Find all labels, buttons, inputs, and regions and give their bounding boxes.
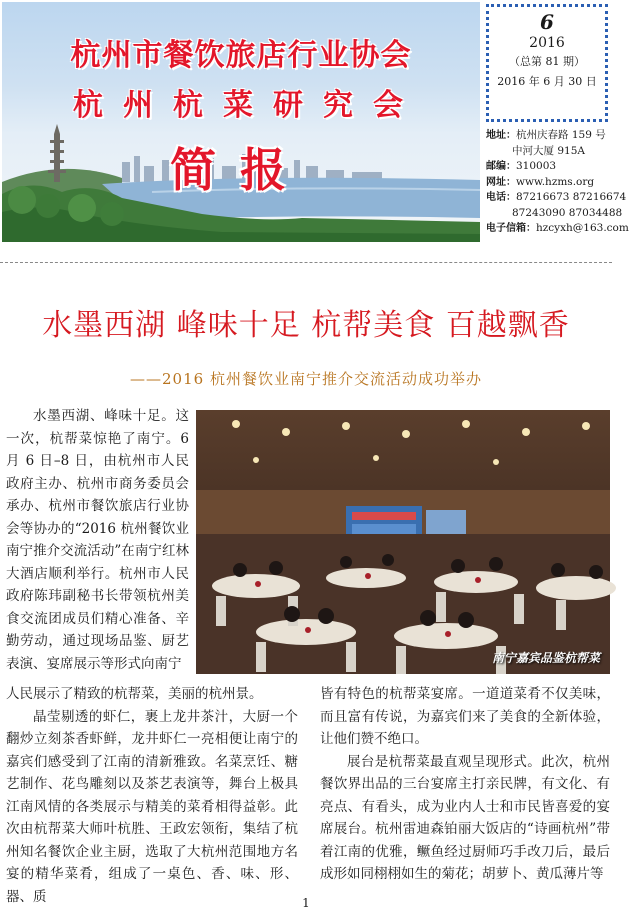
page-number: 1 xyxy=(302,896,310,910)
bulletin-title: 简报 xyxy=(170,143,310,197)
association-name-title: 杭州市餐饮旅店行业协会 xyxy=(70,38,412,73)
banquet-photo-image xyxy=(196,410,610,674)
email-label: 电子信箱： xyxy=(486,223,536,234)
masthead-banner xyxy=(2,2,480,242)
article-paragraph: 皆有特色的杭帮菜宴席。一道道菜肴不仅美味，而且富有传说，为嘉宾们来了美食的全新体验，让他们赞不绝口。 xyxy=(320,686,610,747)
address-line2: 中河大厦 915A xyxy=(512,144,585,157)
article-paragraph: 展台是杭帮菜最直观呈现形式。此次，杭州餐饮界出品的三台宴席主打亲民牌，有文化、有亮点、有看头，成为业内人士和市民皆喜爱的宴席展台。杭州雷迪森铂丽大饭店的“诗画杭州”带着江南的优雅，鳜鱼经过厨师巧手改刀后，最后成形如同栩栩如生的菊花；胡萝卜、黄瓜薄片等 xyxy=(320,753,610,882)
article-headline: 水墨西湖 峰味十足 杭帮美食 百越飘香 xyxy=(42,308,570,343)
phone-label: 电话： xyxy=(486,192,516,203)
article-lower-left-text xyxy=(6,683,298,908)
article-paragraph: 人民展示了精致的杭帮菜，美丽的杭州景。 xyxy=(6,686,263,702)
issue-total-count: （总第 81 期） xyxy=(509,55,585,68)
article-paragraph: 水墨西湖、峰味十足。这一次，杭帮菜惊艳了南宁。6 月 6 日–8 日，由杭州市人民政府主办、杭州市商务委员会承办、杭州市餐饮旅店行业协会等协办的“2016 杭州餐饮业南宁推介交流活动”在南宁红林大酒店顺利举行。杭州市人民政府陈玮副秘书长带领杭州美食交流团成员们精心准备、辛勤劳动，通过现场品鉴、厨艺表演、宴席展示等形式向南宁 xyxy=(6,408,189,672)
issue-info-box xyxy=(486,4,608,122)
issue-date: 2016 年 6 月 30 日 xyxy=(497,75,597,88)
article-paragraph: 晶莹剔透的虾仁，裹上龙井茶汁，大厨一个翻炒立刻茶香虾鲜，龙井虾仁一亮相便让南宁的嘉宾们感受到了江南的清新雅致。名菜烹饪、糖艺制作、花鸟雕刻以及茶艺表演等，舞台上极具江南风情的各类展示与精美的菜肴相得益彰。此次由杭帮菜大师叶杭胜、王政宏领衔，集结了杭州知名餐饮企业主厨，选取了大杭州范围地方名宴的精华菜肴，组成了一桌色、香、味、形、器、质 xyxy=(6,708,298,905)
header-divider xyxy=(0,262,612,263)
photo-caption: 南宁嘉宾品鉴杭帮菜 xyxy=(491,651,600,665)
article-left-column xyxy=(6,405,189,675)
postcode-label: 邮编： xyxy=(486,161,516,172)
address-label: 地址： xyxy=(486,130,516,141)
address-line1: 杭州庆春路 159 号 xyxy=(516,129,606,141)
website-label: 网址： xyxy=(486,176,516,188)
banquet-hall-photo xyxy=(196,410,610,674)
email-link[interactable]: hzcyxh@163.com xyxy=(536,222,629,234)
issue-number: 6 xyxy=(540,10,554,34)
research-society-title: 杭州杭菜研究会 xyxy=(73,88,423,123)
article-subheadline: ——2016 杭州餐饮业南宁推介交流活动成功举办 xyxy=(130,370,482,388)
website-link[interactable]: www.hzms.org xyxy=(516,175,595,188)
issue-year: 2016 xyxy=(529,35,565,51)
phone-line2: 87243090 87034488 xyxy=(512,206,623,219)
contact-info xyxy=(486,128,629,237)
phone-line1: 87216673 87216674 xyxy=(516,191,627,203)
postcode-value: 310003 xyxy=(516,160,557,172)
article-lower-right-text xyxy=(320,683,610,886)
